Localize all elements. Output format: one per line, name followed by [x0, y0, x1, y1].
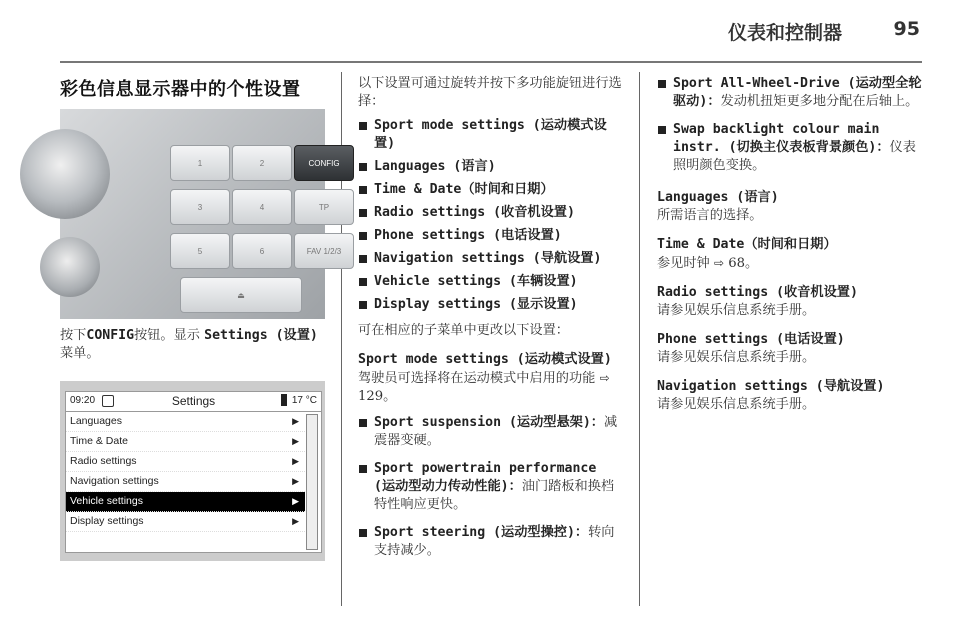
subsection-text: 请参见娱乐信息系统手册。 [657, 397, 816, 412]
section-title: 彩色信息显示器中的个性设置 [60, 79, 301, 100]
screen-temperature: 17 °C [291, 395, 317, 406]
subsection-text: 所需语言的选择。 [657, 208, 763, 223]
intro-text: 以下设置可通过旋转并按下多功能旋钮进行选择： [358, 76, 622, 109]
panel-button-3: 3 [170, 189, 230, 225]
caption: 按下CONFIG按钮。显示 Settings (设置) 菜单。 [60, 328, 318, 361]
settings-screen-photo [60, 381, 325, 561]
rotary-knob-icon [20, 129, 110, 219]
panel-button-5: 5 [170, 233, 230, 269]
screen-menu-item: Time & Date ▶ [66, 432, 305, 452]
subsection-heading: Time & Date（时间和日期） [657, 237, 837, 252]
list-item: Sport steering (运动型操控)：转向支持减少。 [358, 524, 623, 560]
chevron-right-icon: ▶ [292, 476, 299, 486]
subsection-heading: Radio settings (收音机设置) [657, 285, 858, 300]
subsection-text: 请参见娱乐信息系统手册。 [657, 303, 816, 318]
list-item: Radio settings (收音机设置) [358, 204, 623, 222]
chevron-right-icon: ▶ [292, 516, 299, 526]
subsection-text: 请参见娱乐信息系统手册。 [657, 350, 816, 365]
thermometer-icon [281, 394, 287, 406]
screen-menu-item: Languages ▶ [66, 412, 305, 432]
subsection-heading: Phone settings (电话设置) [657, 332, 845, 347]
reference-arrow-icon: ⇨ [599, 371, 610, 385]
panel-button-6: 6 [232, 233, 292, 269]
subsection-heading: Navigation settings (导航设置) [657, 379, 885, 394]
screen-time: 09:20 [70, 395, 96, 406]
screen-title: Settings [171, 394, 216, 408]
chapter-title: 仪表和控制器 [727, 22, 842, 44]
settings-list [358, 117, 623, 314]
screen-menu-item-selected: Vehicle settings ▶ [66, 492, 305, 512]
list-item: Phone settings (电话设置) [358, 227, 623, 245]
screen-menu-item: Navigation settings ▶ [66, 472, 305, 492]
screen-status-bar [66, 392, 321, 412]
list-item: Navigation settings (导航设置) [358, 250, 623, 268]
subsection-text: 参见时钟 ⇨ 68。 [657, 256, 759, 271]
control-panel-photo [60, 109, 342, 319]
list-item: Time & Date（时间和日期） [358, 181, 623, 199]
sport-settings-list [358, 414, 623, 560]
panel-button-config: CONFIG [294, 145, 354, 181]
list-item: Vehicle settings (车辆设置) [358, 273, 623, 291]
screen-scrollbar [306, 414, 318, 550]
list-item: Display settings (显示设置) [358, 296, 623, 314]
page-header [60, 0, 922, 63]
reference-arrow-icon: ⇨ [713, 256, 725, 270]
chevron-right-icon: ▶ [292, 496, 299, 506]
page-number: 95 [893, 18, 920, 40]
column-2 [358, 75, 623, 568]
panel-button-fav: FAV 1/2/3 [294, 233, 354, 269]
list-item: Sport mode settings (运动模式设置) [358, 117, 623, 153]
chevron-right-icon: ▶ [292, 456, 299, 466]
chevron-right-icon: ▶ [292, 416, 299, 426]
sport-settings-list-cont [657, 75, 922, 175]
list-item: Languages (语言) [358, 158, 623, 176]
submenu-note: 可在相应的子菜单中更改以下设置： [358, 323, 569, 338]
column-divider [639, 72, 640, 606]
list-item: Sport All-Wheel-Drive (运动型全轮驱动)：发动机扭矩更多地分配在后轴上。 [657, 75, 922, 111]
panel-button-2: 2 [232, 145, 292, 181]
panel-button-tp: TP [294, 189, 354, 225]
subsection-text: 驾驶员可选择将在运动模式中启用的功能 ⇨ 129。 [358, 371, 610, 404]
panel-button-eject: ⏏ [180, 277, 302, 313]
panel-button-1: 1 [170, 145, 230, 181]
subsection-heading: Sport mode settings (运动模式设置) [358, 352, 612, 367]
screen-menu-item: Display settings ▶ [66, 512, 305, 532]
list-item: Swap backlight colour main instr. (切换主仪表板背景颜色)：仪表照明颜色变换。 [657, 121, 922, 175]
column-3 [657, 75, 922, 414]
screen-menu-item: Radio settings ▶ [66, 452, 305, 472]
rotary-knob-icon [40, 237, 100, 297]
subsection-heading: Languages (语言) [657, 190, 779, 205]
column-1 [60, 75, 342, 561]
panel-button-4: 4 [232, 189, 292, 225]
list-item: Sport suspension (运动型悬架)：减震器变硬。 [358, 414, 623, 450]
chevron-right-icon: ▶ [292, 436, 299, 446]
list-item: Sport powertrain performance (运动型动力传动性能)：油门踏板和换档特性响应更快。 [358, 460, 623, 514]
display-screen [65, 391, 322, 553]
